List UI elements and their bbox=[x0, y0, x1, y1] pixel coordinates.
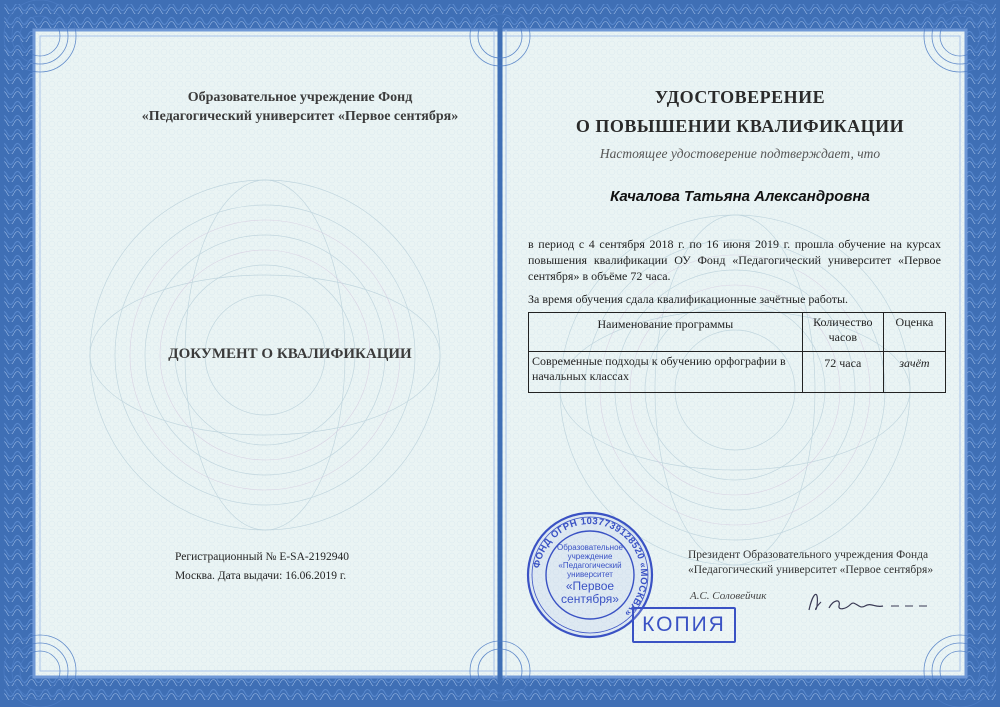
holder-name: Качалова Татьяна Александровна bbox=[610, 188, 870, 205]
issuer-organization bbox=[100, 88, 500, 126]
header-hours: Количество часов bbox=[802, 313, 883, 352]
president-line-2: «Педагогический университет «Первое сентября» bbox=[688, 564, 934, 576]
certificate-title-line-2: О ПОВЫШЕНИИ КВАЛИФИКАЦИИ bbox=[575, 116, 905, 136]
stamp-line-5: «Первое bbox=[565, 579, 615, 593]
exams-text: За время обучения сдала квалификационные зачётные работы. bbox=[528, 292, 849, 306]
stamp-line-2: учреждение bbox=[567, 552, 613, 561]
grades-table bbox=[528, 312, 946, 393]
signature-image bbox=[795, 580, 935, 620]
cell-grade: зачёт bbox=[883, 352, 945, 393]
header-program: Наименование программы bbox=[529, 313, 803, 352]
table-row bbox=[529, 352, 946, 393]
header-grade: Оценка bbox=[883, 313, 945, 352]
training-period-text: в период с 4 сентября 2018 г. по 16 июня 2019 г. прошла обучение на курсах повышения квалификации ОУ Фонд «Педагогический университет «Первое сентября» в объёме 72 часа. bbox=[528, 237, 941, 283]
president-title bbox=[688, 548, 933, 578]
confirm-text: Настоящее удостоверение подтверждает, что bbox=[599, 146, 881, 161]
certificate-title-line-1: УДОСТОВЕРЕНИЕ bbox=[654, 87, 826, 107]
cell-program: Современные подходы к обучению орфографии в начальных классах bbox=[529, 352, 803, 393]
registration-block bbox=[175, 548, 349, 586]
signer-name: А.С. Соловейчик bbox=[690, 590, 767, 602]
stamp-line-3: «Педагогический bbox=[558, 561, 622, 570]
copy-mark: КОПИЯ bbox=[632, 607, 736, 643]
stamp-line-1: Образовательное bbox=[557, 543, 623, 552]
stamp-ring-text: ФОНД ОГРН 1037739128520 «МОСКВА» bbox=[531, 515, 650, 619]
document-title: ДОКУМЕНТ О КВАЛИФИКАЦИИ bbox=[168, 346, 412, 362]
issuer-line-1: Образовательное учреждение Фонд bbox=[187, 90, 413, 105]
table-header-row bbox=[529, 313, 946, 352]
stamp-line-4: университет bbox=[567, 570, 613, 579]
cell-hours: 72 часа bbox=[802, 352, 883, 393]
registration-number: Регистрационный № E-SA-2192940 bbox=[175, 551, 349, 563]
president-line-1: Президент Образовательного учреждения Фонда bbox=[688, 549, 929, 561]
issuer-line-2: «Педагогический университет «Первое сентября» bbox=[141, 109, 459, 124]
issue-date: Москва. Дата выдачи: 16.06.2019 г. bbox=[175, 570, 347, 582]
stamp-line-6: сентября» bbox=[561, 592, 619, 606]
